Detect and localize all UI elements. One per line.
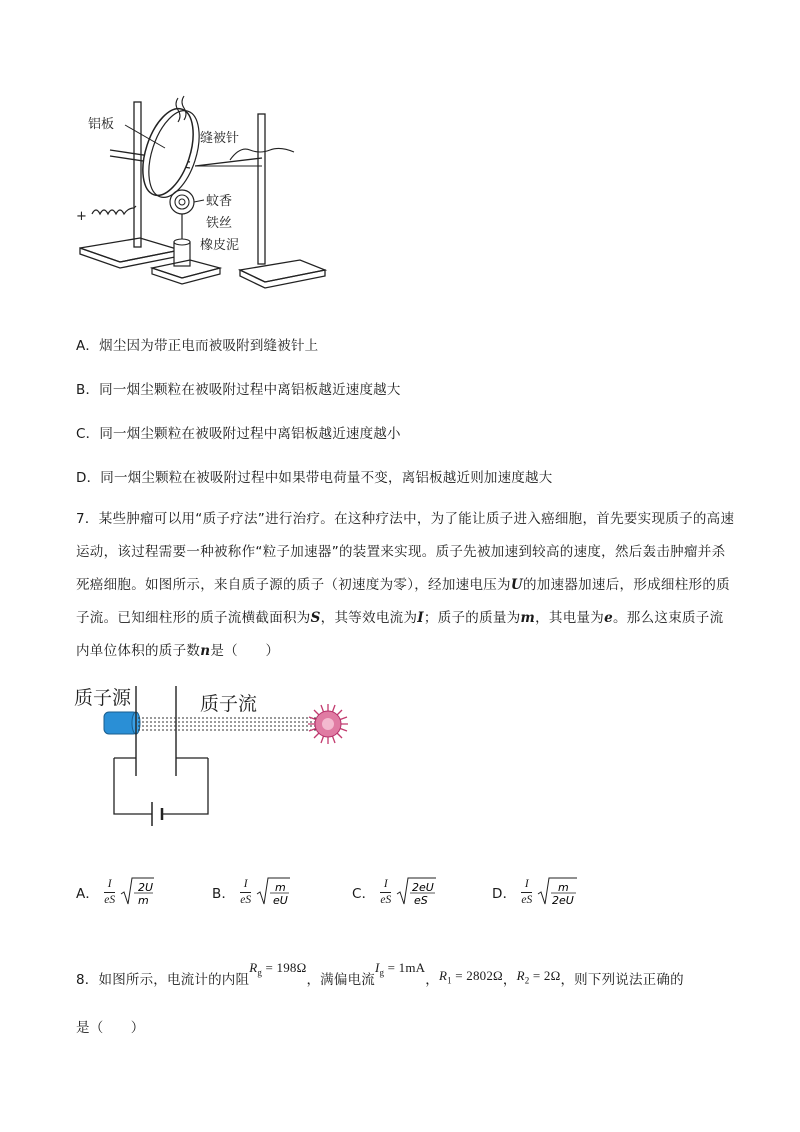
aluminum-plate <box>133 102 203 201</box>
option-letter: D． <box>76 470 101 486</box>
aluminum-plate-label: 铝板 <box>88 117 115 132</box>
option-a <box>76 334 318 354</box>
plus-sign: + <box>76 209 87 224</box>
formula-ig: $I_g = 1mA$ <box>374 960 426 978</box>
formula-r1: $R_1 = 2802\Omega$ <box>438 968 503 986</box>
option-text: 同一烟尘颗粒在被吸附过程中离铝板越近速度越小 <box>99 426 401 442</box>
svg-text:eU: eU <box>273 894 289 907</box>
question-8-line2: 是（ ） <box>76 1020 145 1036</box>
formula-rg: $R_g = 198\Omega$ <box>249 960 307 978</box>
electrostatic-apparatus-figure <box>70 90 340 290</box>
sqrt-icon <box>396 876 436 908</box>
proton-accelerator-figure <box>70 678 370 838</box>
option-text: 烟尘因为带正电而被吸附到缝被针上 <box>99 338 319 354</box>
cancer-cell <box>308 704 348 744</box>
svg-text:2U: 2U <box>138 881 154 894</box>
option-letter: C． <box>76 426 100 442</box>
svg-text:2eU: 2eU <box>552 894 575 907</box>
var-n: n <box>200 643 211 659</box>
q7-option-c: C． $\frac{I}{eS}$ 2eU eS <box>352 876 436 908</box>
svg-text:2eU: 2eU <box>412 881 435 894</box>
proton-beam-label: 质子流 <box>200 693 258 715</box>
option-text: 同一烟尘颗粒在被吸附过程中如果带电荷量不变，离铝板越近则加速度越大 <box>100 470 553 486</box>
sqrt-icon <box>537 876 577 908</box>
iron-wire-label: 铁丝 <box>206 216 233 231</box>
q7-option-a: A． $\frac{I}{eS}$ 2U m <box>76 877 154 907</box>
var-e: e <box>604 610 613 626</box>
needle-label: 缝被针 <box>200 131 240 146</box>
mosquito-coil-label: 蚊香 <box>206 194 233 209</box>
mosquito-coil <box>170 190 194 214</box>
option-b <box>76 378 401 398</box>
svg-text:m: m <box>275 881 286 894</box>
right-pole <box>258 114 265 264</box>
q7-option-b: B． $\frac{I}{eS}$ m eU <box>212 876 290 908</box>
sqrt-icon <box>256 876 290 908</box>
option-d <box>76 466 552 486</box>
var-s: S <box>310 610 321 626</box>
putty-label: 橡皮泥 <box>200 238 240 253</box>
option-letter: A． <box>76 338 100 354</box>
var-i: I <box>417 610 424 626</box>
option-letter: B． <box>76 382 100 398</box>
svg-text:m: m <box>138 894 149 907</box>
sqrt-icon <box>120 876 154 908</box>
question-8-line1: 8．如图所示，电流计的内阻$R_g = 198\Omega$，满偏电流$I_g = 1mA$，$R_1 = 2802\Omega$，$R_2 = 2\Omega$，则下列说法正确的 <box>76 960 684 988</box>
formula-r2: $R_2 = 2\Omega$ <box>516 968 561 986</box>
proton-source-label: 质子源 <box>74 687 132 709</box>
option-text: 同一烟尘颗粒在被吸附过程中离铝板越近速度越大 <box>99 382 401 398</box>
var-u: U <box>510 577 523 593</box>
q7-options <box>76 872 736 912</box>
svg-text:m: m <box>558 881 570 894</box>
q7-option-d: D． $\frac{I}{eS}$ m 2eU <box>492 876 577 908</box>
option-c <box>76 422 401 442</box>
var-m: m <box>520 610 536 626</box>
svg-text:eS: eS <box>414 894 429 907</box>
left-pole <box>134 102 141 247</box>
needle <box>195 158 262 166</box>
question-7-text: 7．某些肿瘤可以用“质子疗法”进行治疗。在这种疗法中，为了能让质子进入癌细胞，首先要实现质子的高速运动，该过程需要一种被称作“粒子加速器”的装置来实现。质子先被加速到较高的速度，然后轰击肿瘤并杀死癌细胞。如图所示，来自质子源的质子（初速度为零），经加速电压为U的加速器加速后，形成细柱形的质子流。已知细柱形的质子流横截面积为S，其等效电流为I；质子的质量为m，其电量为e。那么这束质子流内单位体积的质子数n是（ ） <box>76 511 735 659</box>
